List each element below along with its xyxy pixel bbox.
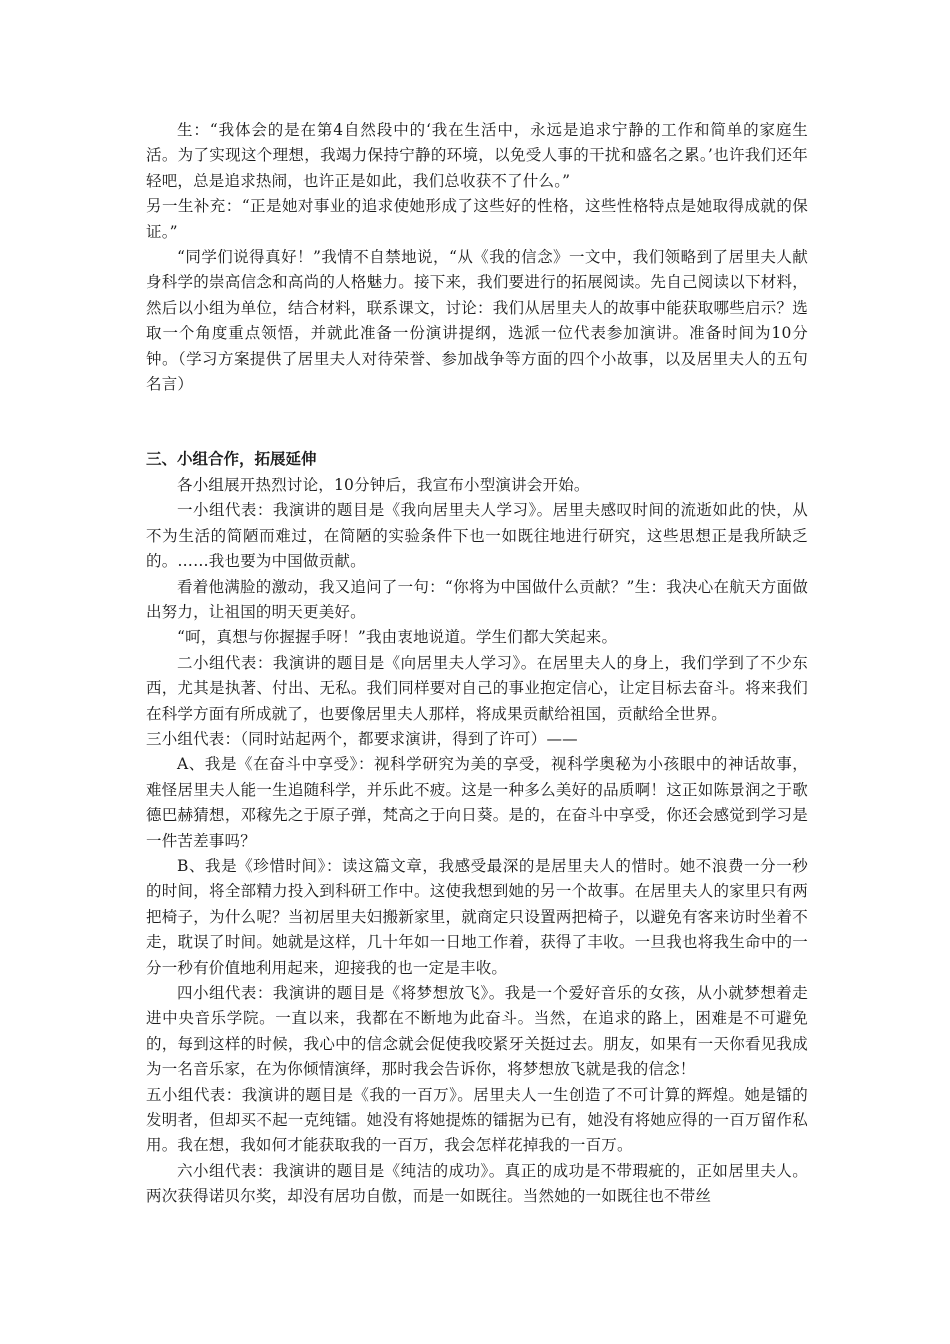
section-heading: 三、小组合作，拓展延伸 <box>146 450 317 469</box>
paragraph-student-reflection: 生：“我体会的是在第4自然段中的‘我在生活中，永远是追求宁静的工作和简单的家庭生活。为了实现这个理想，我竭力保持宁静的环境，以免受人事的干扰和盛名之累。’也许我们还年轻吧，总是追求热闹，也许正是如此，我们总收获不了什么。” <box>146 121 808 190</box>
paragraph-group-two: 二小组代表：我演讲的题目是《向居里夫人学习》。在居里夫人的身上，我们学到了不少东西，尤其是执著、付出、无私。我们同样要对自己的事业抱定信心，让定目标去奋斗。将来我们在科学方面有所成就了，也要像居里夫人那样，将成果贡献给祖国，贡献给全世界。 <box>146 653 808 723</box>
document-page <box>146 118 808 1210</box>
paragraph-group-three: 三小组代表：（同时站起两个，都要求演讲，得到了许可）—— <box>146 729 578 748</box>
paragraph-discussion-start: 各小组展开热烈讨论，10分钟后，我宣布小型演讲会开始。 <box>177 475 590 494</box>
paragraph-teacher-instruction: “同学们说得真好！”我情不自禁地说，“从《我的信念》一文中，我们领略到了居里夫人献身科学的崇高信念和高尚的人格魅力。接下来，我们要进行的拓展阅读。先自己阅读以下材料，然后以小组为单位，结合材料，联系课文，讨论：我们从居里夫人的故事中能获取哪些启示？选取一个角度重点领悟，并就此准备一份演讲提纲，选派一位代表参加演讲。准备时间为10分钟。（学习方案提供了居里夫人对待荣誉、参加战争等方面的四个小故事，以及居里夫人的五句名言） <box>146 248 808 394</box>
paragraph-group-five: 五小组代表：我演讲的题目是《我的一百万》。居里夫人一生创造了不可计算的辉煌。她是镭的发明者，但却买不起一克纯镭。她没有将她提炼的镭据为已有，她没有将她应得的一百万留作私用。我在想，我如何才能获取我的一百万，我会怎样花掉我的一百万。 <box>146 1085 808 1155</box>
paragraph-group-three-b: B、我是《珍惜时间》：读这篇文章，我感受最深的是居里夫人的惜时。她不浪费一分一秒的时间，将全部精力投入到科研工作中。这使我想到她的另一个故事。在居里夫人的家里只有两把椅子，为什么呢？当初居里夫妇搬新家里，就商定只设置两把椅子，以避免有客来访时坐着不走，耽误了时间。她就是这样，几十年如一日地工作着，获得了丰收。一旦我也将我生命中的一分一秒有价值地利用起来，迎接我的也一定是丰收。 <box>146 856 808 977</box>
paragraph-follow-up-question: 看着他满脸的激动，我又追问了一句：“你将为中国做什么贡献？”生：我决心在航天方面做出努力，让祖国的明天更美好。 <box>146 577 808 621</box>
paragraph-group-six: 六小组代表：我演讲的题目是《纯洁的成功》。真正的成功是不带瑕疵的，正如居里夫人。两次获得诺贝尔奖，却没有居功自傲，而是一如既往。当然她的一如既往也不带丝 <box>146 1161 808 1206</box>
paragraph-group-one: 一小组代表：我演讲的题目是《我向居里夫人学习》。居里夫感叹时间的流逝如此的快，从不为生活的简陋而难过，在简陋的实验条件下也一如既往地进行研究，这些思想正是我所缺乏的。……我也要为中国做贡献。 <box>146 501 808 571</box>
section-spacer <box>146 397 808 447</box>
paragraph-group-three-a: A、我是《在奋斗中享受》：视科学研究为美的享受，视科学奥秘为小孩眼中的神话故事，难怪居里夫人能一生追随科学，并乐此不疲。这是一种多么美好的品质啊！这正如陈景润之于歌德巴赫猜想，邓稼先之于原子弹，梵高之于向日葵。是的，在奋斗中享受，你还会感觉到学习是一件苦差事吗？ <box>146 755 808 850</box>
paragraph-student-supplement: 另一生补充：“正是她对事业的追求使她形成了这些好的性格，这些性格特点是她取得成就的保证。” <box>146 197 808 241</box>
paragraph-group-four: 四小组代表：我演讲的题目是《将梦想放飞》。我是一个爱好音乐的女孩，从小就梦想着走进中央音乐学院。一直以来，我都在不断地为此奋斗。当然，在追求的路上，困难是不可避免的，每到这样的时候，我心中的信念就会促使我咬紧牙关挺过去。朋友，如果有一天你看见我成为一名音乐家，在为你倾情演绎，那时我会告诉你，将梦想放飞就是我的信念！ <box>146 984 808 1079</box>
paragraph-handshake: “呵，真想与你握握手呀！”我由衷地说道。学生们都大笑起来。 <box>177 628 618 647</box>
